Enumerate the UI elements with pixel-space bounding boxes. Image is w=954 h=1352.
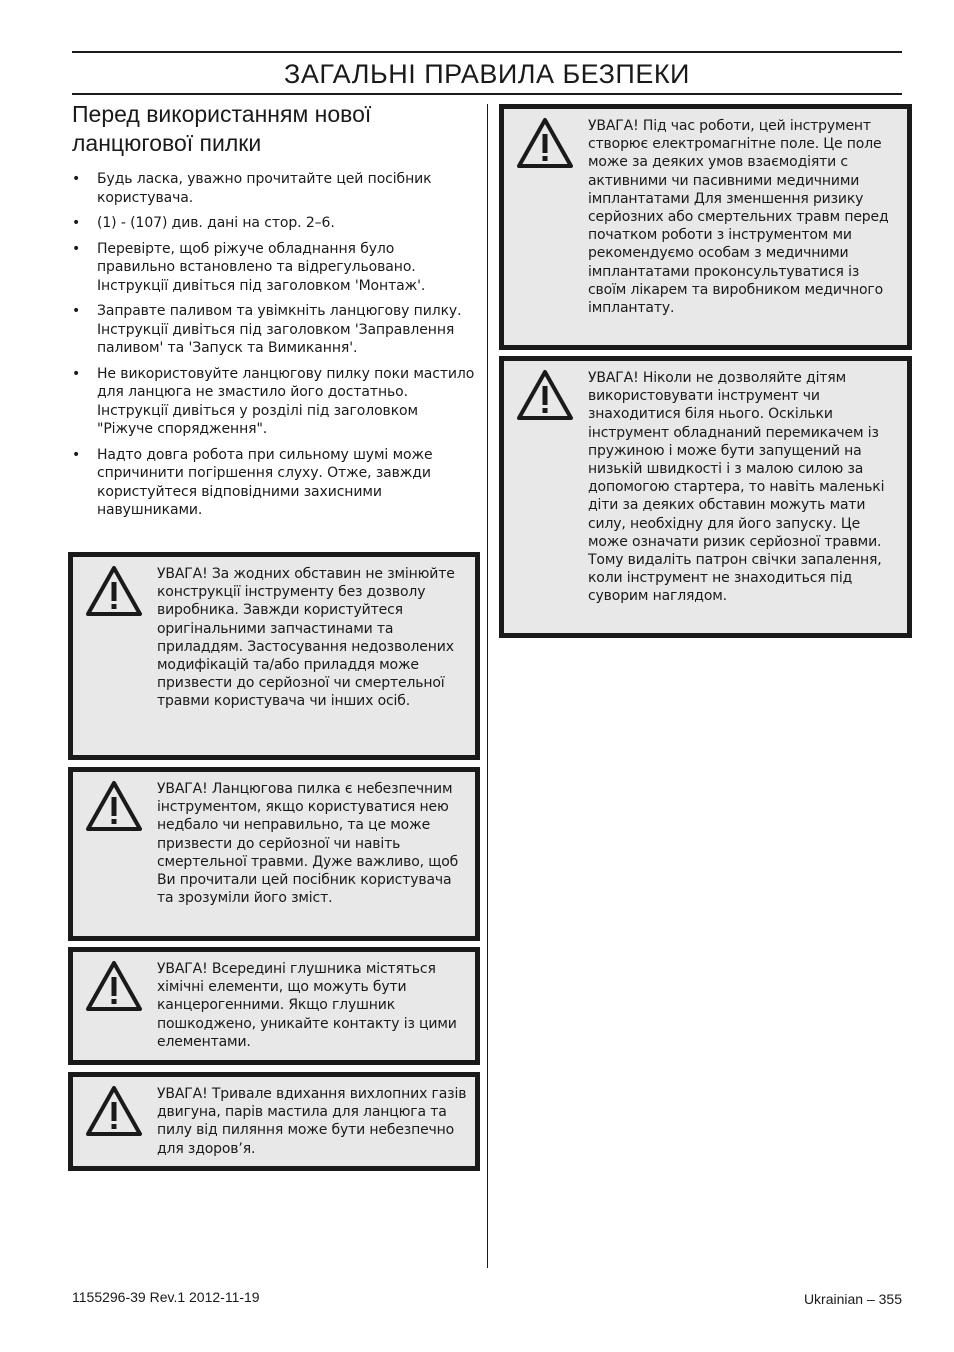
warning-triangle-icon (85, 780, 143, 832)
bullet-icon: • (72, 240, 81, 257)
bullet-icon: • (72, 171, 81, 187)
warning-triangle-icon (516, 369, 574, 421)
header-rule-bottom (72, 93, 902, 95)
list-item-text: Перевірте, щоб ріжуче обладнання було правильно встановлено та відрегульовано. Інструкції дивіться під заголовком 'Монтаж'. (97, 240, 426, 294)
list-item (72, 214, 476, 233)
warning-triangle-icon (85, 565, 143, 617)
bullet-list (72, 170, 476, 520)
warning-triangle-icon (516, 117, 574, 169)
list-item (72, 446, 476, 520)
warning-box-modifications (68, 552, 480, 760)
list-item-text: Надто довга робота при сильному шумі може спричинити погіршення слуху. Отже, завжди користуйтеся відповідними захисними навушниками. (97, 446, 433, 518)
header-rule-top (72, 51, 902, 53)
page-title: ЗАГАЛЬНІ ПРАВИЛА БЕЗПЕКИ (284, 59, 690, 89)
column-divider (487, 104, 488, 1268)
list-item (72, 170, 476, 207)
warning-box-electromagnetic (499, 104, 912, 350)
warning-triangle-icon (85, 960, 143, 1012)
warning-text: УВАГА! Всередині глушника містяться хімічні елементи, що можуть бути канцерогенними. Якщо глушник пошкоджено, уникайте контакту із цими елементами. (157, 961, 457, 1050)
list-item (72, 365, 476, 439)
bullet-icon: • (72, 365, 81, 382)
warning-text: УВАГА! Тривале вдихання вихлопних газів двигуна, парів мастила для ланцюга та пилу від пиляння може бути небезпечно для здоров’я. (157, 1086, 467, 1157)
bullet-icon: • (72, 446, 81, 463)
warning-box-muffler (68, 947, 480, 1065)
list-item-text: (1) - (107) див. дані на стор. 2–6. (97, 215, 335, 231)
left-column (72, 100, 476, 527)
section-title: Перед використанням нової ланцюгової пилки (72, 101, 372, 156)
list-item (72, 240, 476, 296)
warning-text: УВАГА! Під час роботи, цей інструмент створює електромагнітне поле. Це поле може за деяких умов взаємодіяти с активними чи пасивними медичними імплантатами Для зменшення ризику серйозних або смертельних травм перед початком роботи з інструментом ми рекомендуємо особам з медичними імплантатами проконсультуватися із своїм лікарем та виробником медичного імплантату. (588, 118, 889, 317)
warning-text: УВАГА! Ланцюгова пилка є небезпечним інструментом, якщо користуватися нею недбало чи неправильно, та це може призвести до серйозної чи навіть смертельної травми. Дуже важливо, щоб Ви прочитали цей посібник користувача та зрозуміли його зміст. (157, 781, 459, 907)
list-item (72, 302, 476, 358)
footer-page-label: Ukrainian – 355 (803, 1291, 902, 1307)
list-item-text: Не використовуйте ланцюгову пилку поки мастило для ланцюга не змастило його достатньо. Інструкції дивіться у розділі під заголовком "Ріжуче спорядження". (97, 365, 475, 437)
list-item-text: Будь ласка, уважно прочитайте цей посібник користувача. (97, 171, 432, 206)
warning-text: УВАГА! Ніколи не дозволяйте дітям використовувати інструмент чи знаходитися біля нього. Оскільки інструмент обладнаний перемикачем із пружиною і може бути запущений на низькій швидкості і з малою силою за допомогою стартера, то навіть маленькі діти за деяких обставин можуть мати силу, необхідну для його запуску. Це може означати ризик серйозної травми. Тому видаліть патрон свічки запалення, коли інструмент не знаходиться під суворим наглядом. (588, 370, 885, 605)
footer-doc-id: 1155296-39 Rev.1 2012-11-19 (72, 1289, 260, 1305)
list-item-text: Заправте паливом та увімкніть ланцюгову пилку. Інструкції дивіться під заголовком 'Заправлення паливом' та 'Запуск та Вимикання'. (97, 303, 462, 356)
warning-triangle-icon (85, 1085, 143, 1137)
warning-box-exhaust (68, 1072, 480, 1171)
warning-box-dangerous-tool (68, 767, 480, 941)
bullet-icon: • (72, 215, 81, 231)
warning-text: УВАГА! За жодних обставин не змінюйте конструкції інструменту без дозволу виробника. Завжди користуйтеся оригінальними запчастинами та приладдям. Застосування недозволених модифікацій та/або приладдя може призвести до серйозної чи смертельної травми користувача чи інших осіб. (157, 566, 455, 710)
warning-box-children (499, 356, 912, 638)
bullet-icon: • (72, 303, 81, 319)
